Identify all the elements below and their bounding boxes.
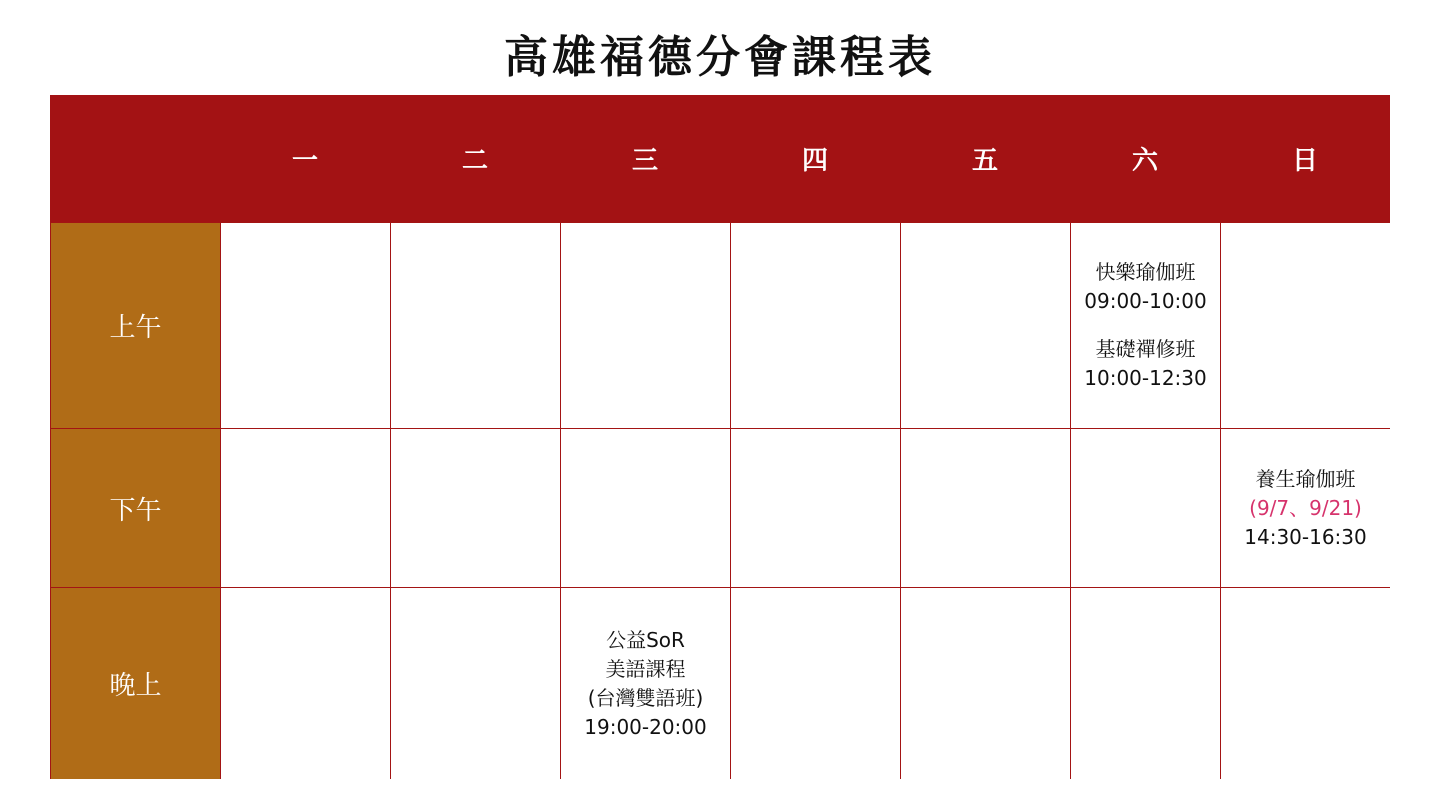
cell-afternoon-sat [1070, 428, 1220, 587]
course-name: 養生瑜伽班 [1255, 466, 1356, 491]
day-header-thu: 四 [730, 95, 900, 222]
course-basic-meditation [1084, 335, 1207, 393]
cell-morning-tue [390, 222, 560, 428]
cell-afternoon-mon [220, 428, 390, 587]
day-header-sat: 六 [1070, 95, 1220, 222]
cell-evening-mon [220, 587, 390, 779]
cell-morning-thu [730, 222, 900, 428]
cell-evening-thu [730, 587, 900, 779]
course-health-yoga [1244, 465, 1367, 552]
course-line: 美語課程 [605, 656, 686, 681]
cell-morning-sat [1070, 222, 1220, 428]
cell-afternoon-fri [900, 428, 1070, 587]
cell-evening-sun [1220, 587, 1390, 779]
day-header-tue: 二 [390, 95, 560, 222]
period-label-morning: 上午 [50, 222, 220, 428]
course-time: 19:00-20:00 [584, 714, 707, 739]
cell-evening-sat [1070, 587, 1220, 779]
course-time: 10:00-12:30 [1084, 366, 1207, 390]
course-happy-yoga [1084, 258, 1207, 316]
cell-afternoon-tue [390, 428, 560, 587]
schedule-table [50, 95, 1390, 779]
course-name: 快樂瑜伽班 [1095, 260, 1196, 284]
day-header-sun: 日 [1220, 95, 1390, 222]
course-time: 09:00-10:00 [1084, 289, 1207, 313]
cell-morning-fri [900, 222, 1070, 428]
cell-morning-sun [1220, 222, 1390, 428]
day-header-fri: 五 [900, 95, 1070, 222]
cell-evening-fri [900, 587, 1070, 779]
period-label-evening: 晚上 [50, 587, 220, 779]
cell-evening-wed [560, 587, 730, 779]
course-name: 基礎禪修班 [1095, 337, 1196, 361]
cell-afternoon-wed [560, 428, 730, 587]
course-line: (台灣雙語班) [587, 685, 704, 710]
cell-morning-mon [220, 222, 390, 428]
cell-evening-tue [390, 587, 560, 779]
page-title: 高雄福德分會課程表 [504, 32, 936, 83]
period-label-afternoon: 下午 [50, 428, 220, 587]
day-header-mon: 一 [220, 95, 390, 222]
course-sor-english [584, 626, 707, 742]
cell-afternoon-thu [730, 428, 900, 587]
day-header-wed: 三 [560, 95, 730, 222]
course-dates: (9/7、9/21) [1249, 495, 1362, 520]
course-time: 14:30-16:30 [1244, 524, 1367, 549]
header-corner [50, 95, 220, 222]
course-line: 公益SoR [606, 627, 685, 652]
cell-afternoon-sun [1220, 428, 1390, 587]
cell-morning-wed [560, 222, 730, 428]
